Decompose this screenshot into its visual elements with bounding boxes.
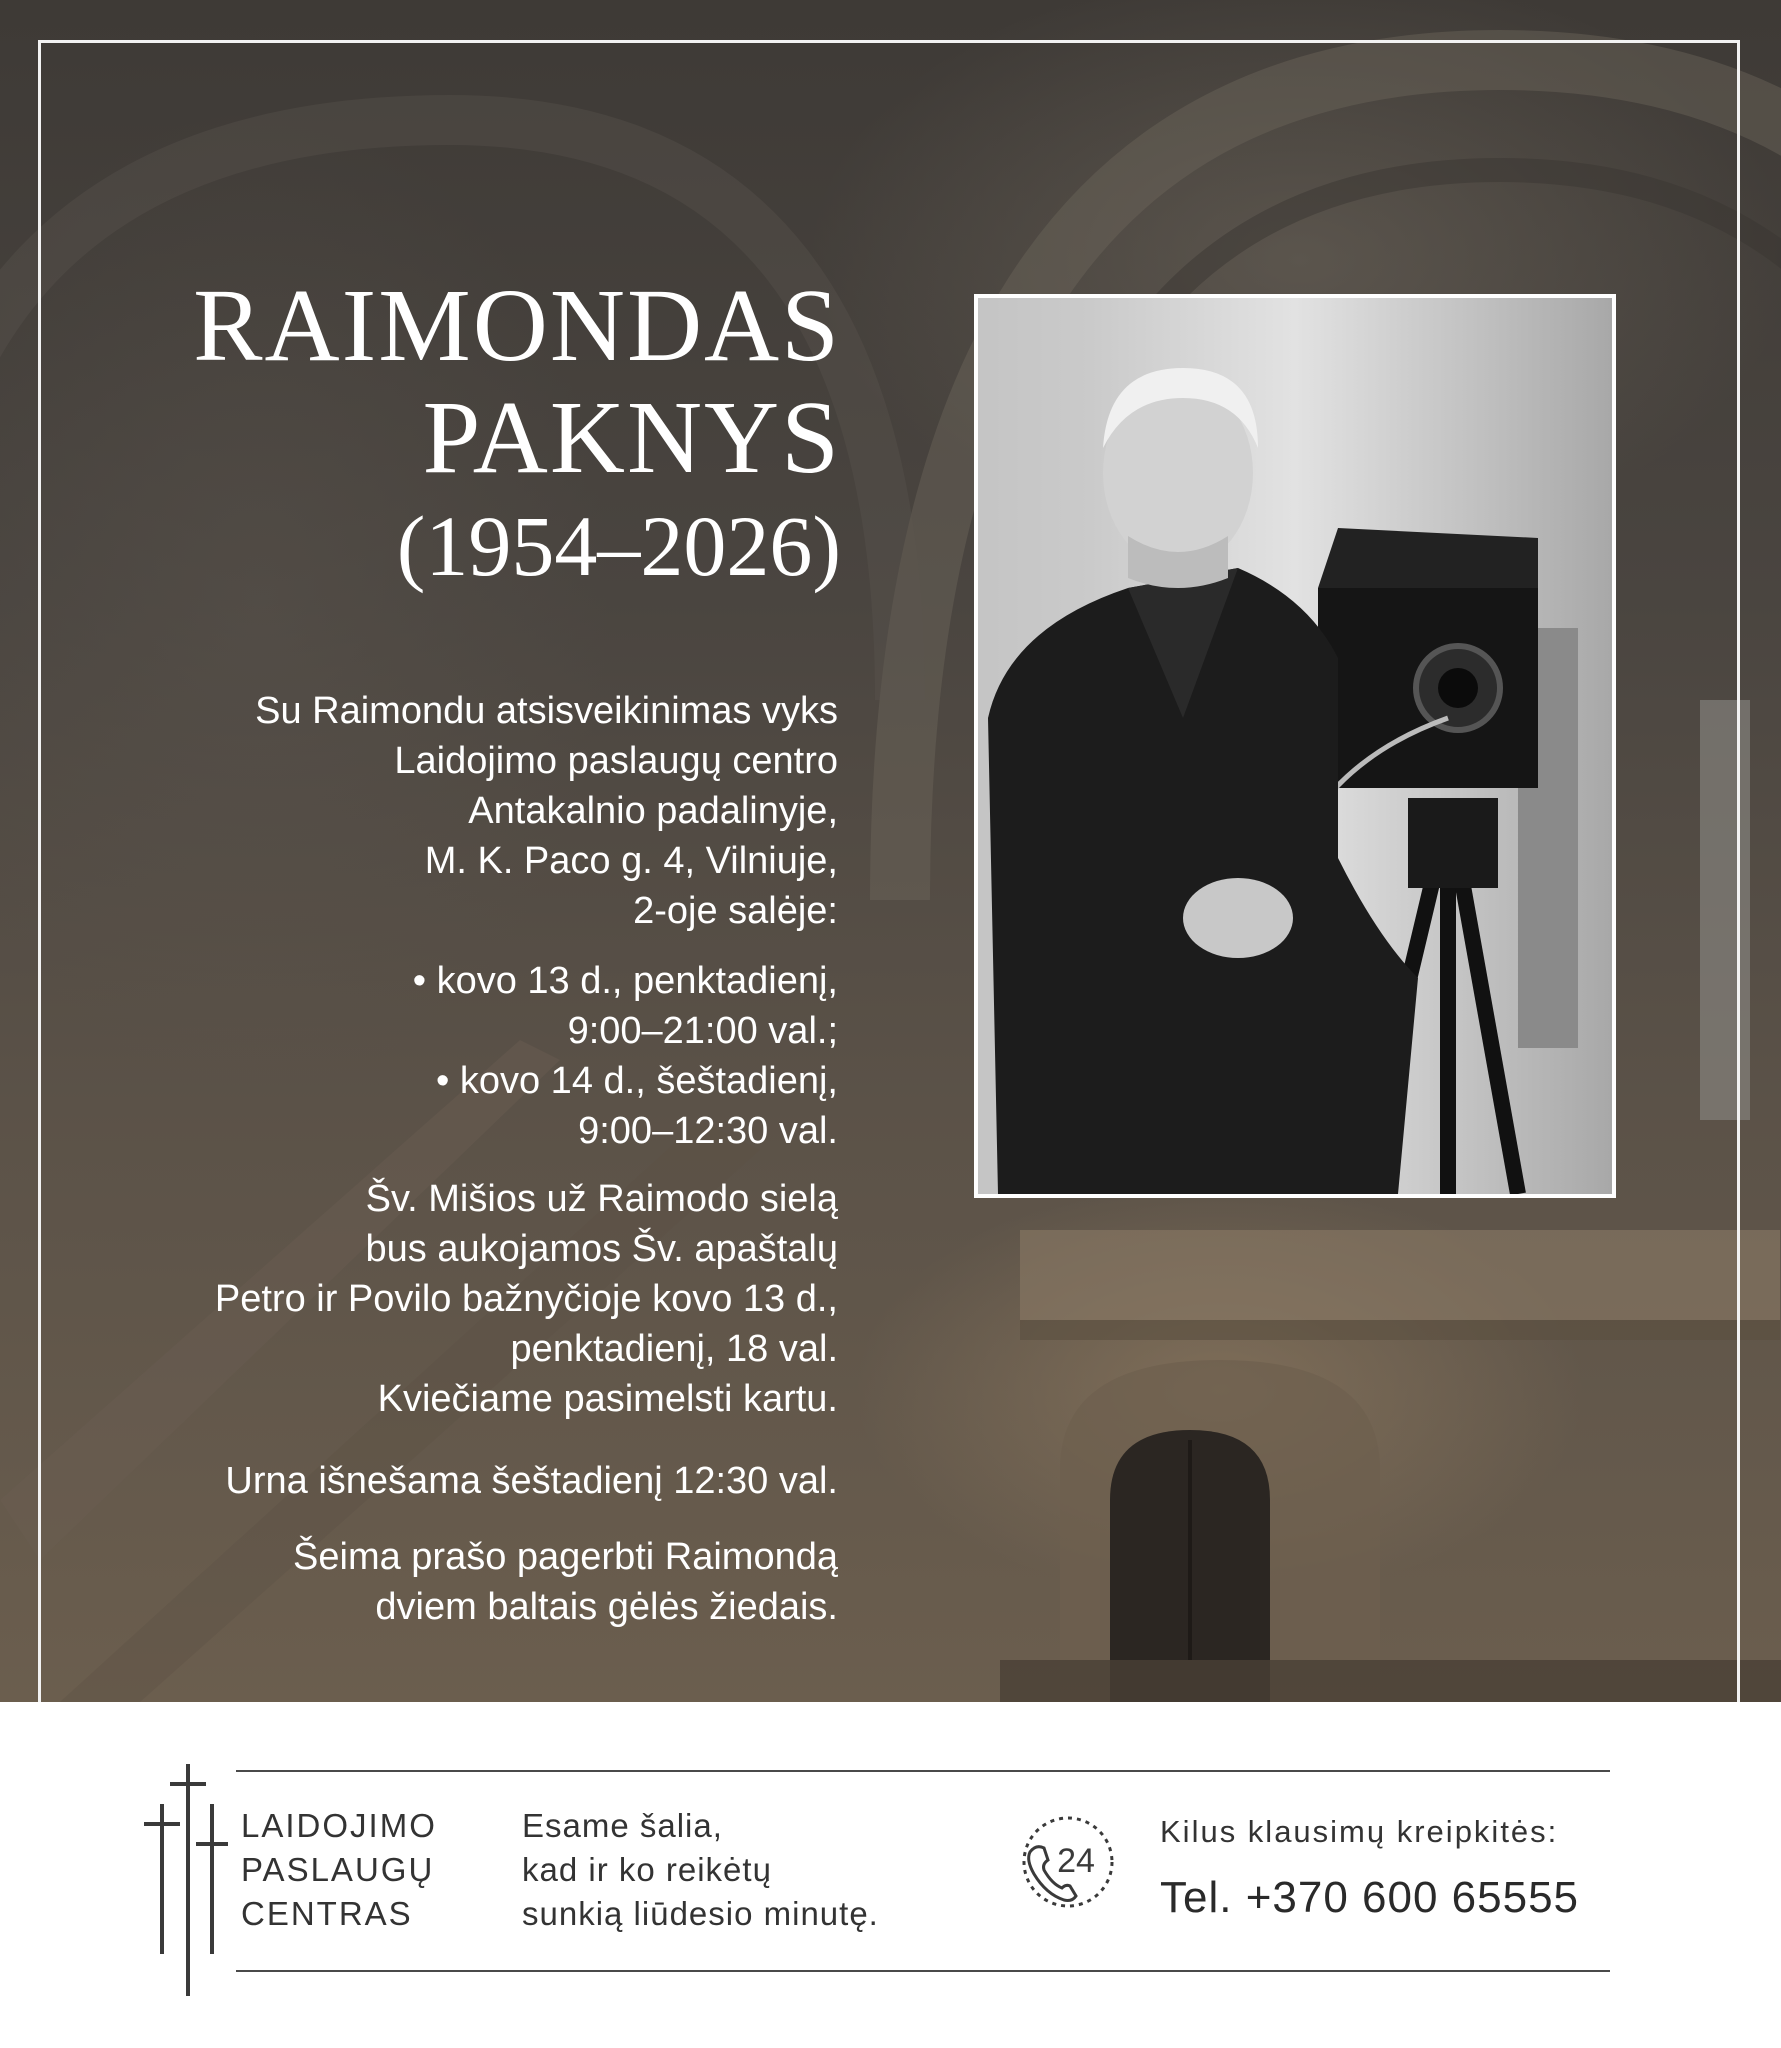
phone-number[interactable]: Tel. +370 600 65555 [1160, 1873, 1580, 1922]
name-first: RAIMONDAS [193, 268, 841, 383]
farewell-location [18, 686, 838, 936]
schedule-day: • kovo 13 d., penktadienį, [18, 956, 838, 1006]
family-line: Šeima prašo pagerbti Raimondą [293, 1536, 838, 1578]
visitation-schedule [18, 956, 838, 1156]
company-tagline [522, 1804, 879, 1936]
tagline-line: sunkią liūdesio minutę. [522, 1895, 879, 1932]
logo-line: LAIDOJIMO [241, 1807, 437, 1844]
contact-prompt: Kilus klausimų kreipkitės: [1160, 1814, 1559, 1849]
logo-line: CENTRAS [241, 1895, 413, 1932]
farewell-line: Antakalnio padalinyje, [468, 790, 838, 832]
farewell-line: M. K. Paco g. 4, Vilniuje, [424, 840, 838, 882]
urn-announcement [18, 1456, 838, 1506]
footer-bottom-rule [236, 1970, 1610, 1972]
footer-top-rule [236, 1770, 1610, 1772]
mass-line: penktadienį, 18 val. [510, 1328, 838, 1370]
logo-line: PASLAUGŲ [241, 1851, 435, 1888]
mass-line: Kviečiame pasimelsti kartu. [377, 1378, 838, 1420]
deceased-name [81, 270, 841, 494]
photographer-with-camera-image [978, 298, 1612, 1194]
mass-line: Šv. Mišios už Raimodo sielą [365, 1178, 838, 1220]
schedule-day: • kovo 14 d., šeštadienį, [18, 1056, 838, 1106]
schedule-time: 9:00–21:00 val.; [567, 1010, 838, 1052]
family-line: dviem baltais gėlės žiedais. [375, 1586, 838, 1628]
name-last: PAKNYS [422, 380, 841, 495]
mass-announcement [18, 1174, 838, 1424]
hotline-number: 24 [1057, 1842, 1095, 1880]
tagline-line: kad ir ko reikėtų [522, 1851, 772, 1888]
urn-line: Urna išnešama šeštadienį 12:30 val. [225, 1460, 838, 1502]
triple-cross-logo-icon [140, 1764, 230, 1996]
schedule-time: 9:00–12:30 val. [578, 1110, 838, 1152]
mass-line: Petro ir Povilo bažnyčioje kovo 13 d., [214, 1278, 838, 1320]
family-request [18, 1532, 838, 1632]
portrait-photo [974, 294, 1616, 1198]
life-years: (1954–2026) [396, 498, 841, 594]
farewell-line: Su Raimondu atsisveikinimas vyks [255, 690, 838, 732]
tagline-line: Esame šalia, [522, 1807, 723, 1844]
company-logo-text [241, 1804, 437, 1936]
farewell-line: 2-oje salėje: [633, 890, 838, 932]
phone-24h-icon [1016, 1812, 1116, 1912]
mass-line: bus aukojamos Šv. apaštalų [365, 1228, 838, 1270]
farewell-line: Laidojimo paslaugų centro [394, 740, 838, 782]
